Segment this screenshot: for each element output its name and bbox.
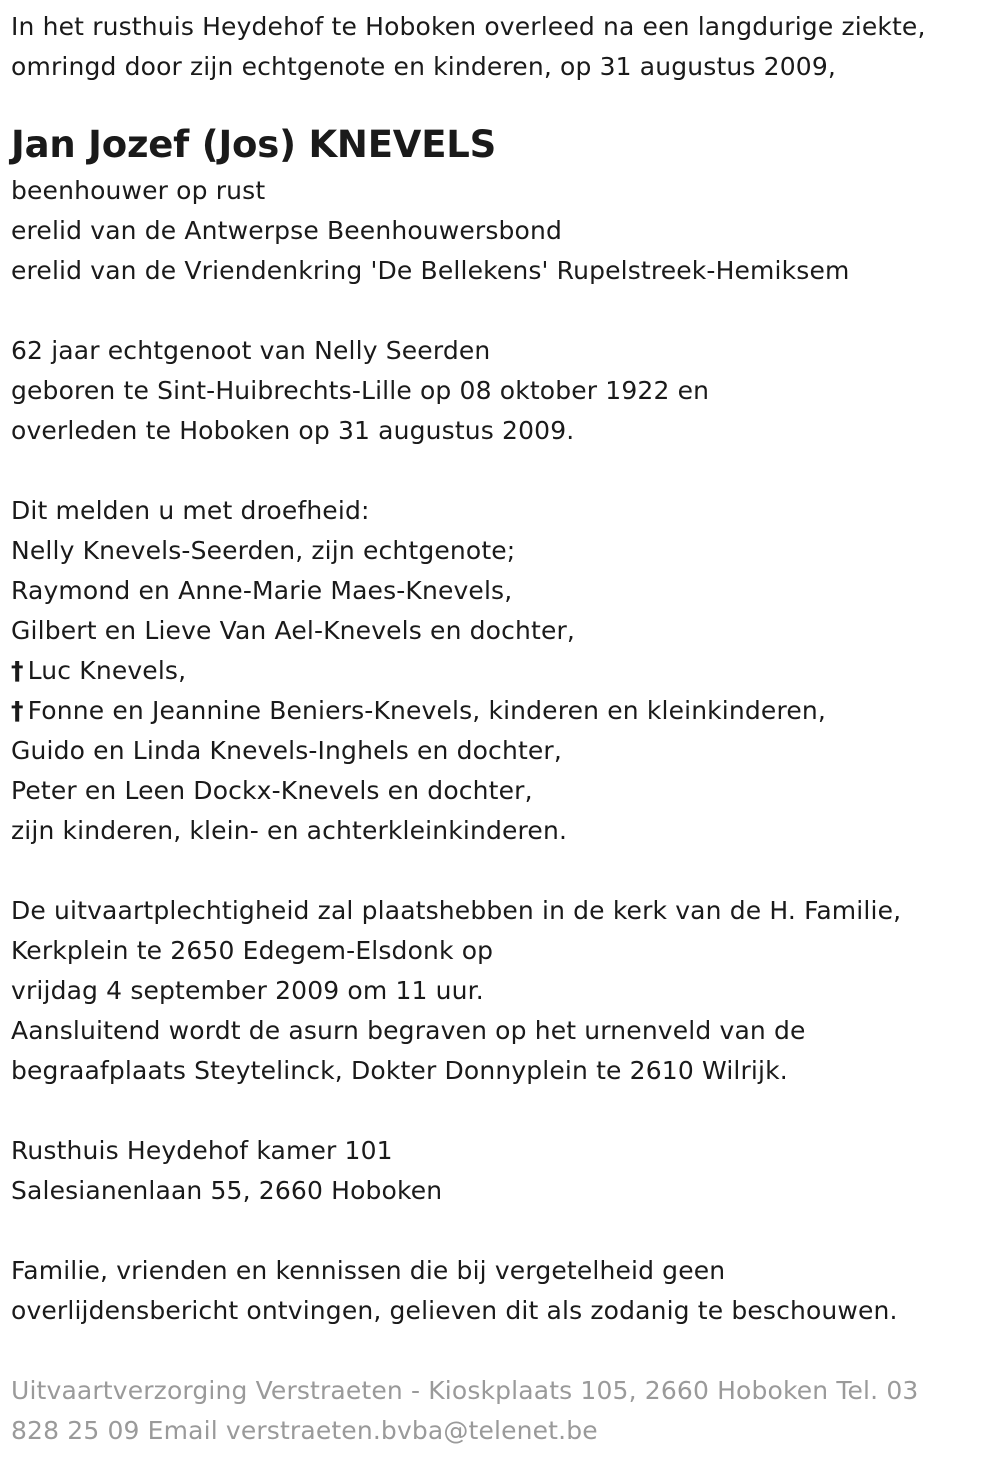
bio-line: geboren te Sint-Huibrechts-Lille op 08 oktober 1922 en <box>11 376 710 405</box>
mourner-line <box>11 731 1000 771</box>
notice-section <box>11 1251 1000 1331</box>
mourner-text: Peter en Leen Dockx-Knevels en dochter, <box>11 776 533 805</box>
mourner-line <box>11 771 1000 811</box>
mourner-text: Nelly Knevels-Seerden, zijn echtgenote; <box>11 536 516 565</box>
titles-section <box>11 171 1000 291</box>
address-line: Salesianenlaan 55, 2660 Hoboken <box>11 1176 443 1205</box>
funeral-line: Aansluitend wordt de asurn begraven op het urnenveld van de <box>11 1016 806 1045</box>
funeral-line: De uitvaartplechtigheid zal plaatshebben in de kerk van de H. Familie, <box>11 896 902 925</box>
funeral-line: vrijdag 4 september 2009 om 11 uur. <box>11 976 484 1005</box>
mourner-text: Fonne en Jeannine Beniers-Knevels, kinderen en kleinkinderen, <box>27 696 826 725</box>
mourner-text: Guido en Linda Knevels-Inghels en dochter, <box>11 736 562 765</box>
mourner-line <box>11 531 1000 571</box>
funeral-director-footer <box>11 1371 1000 1451</box>
mourner-line <box>11 651 1000 691</box>
mourners-section <box>11 491 1000 851</box>
spacer <box>11 1331 1000 1371</box>
spacer <box>11 851 1000 891</box>
funeral-section <box>11 891 1000 1091</box>
cross-icon: † <box>11 696 24 725</box>
mourner-text: Raymond en Anne-Marie Maes-Knevels, <box>11 576 513 605</box>
mourner-text: zijn kinderen, klein- en achterkleinkinderen. <box>11 816 568 845</box>
intro-line: omringd door zijn echtgenote en kinderen, op 31 augustus 2009, <box>11 52 836 81</box>
cross-icon: † <box>11 656 24 685</box>
deceased-name: Jan Jozef (Jos) KNEVELS <box>11 123 497 166</box>
title-line: erelid van de Vriendenkring 'De Bellekens' Rupelstreek-Hemiksem <box>11 256 850 285</box>
bio-section <box>11 331 1000 451</box>
footer-line: 828 25 09 Email verstraeten.bvba@telenet.be <box>11 1416 598 1445</box>
spacer <box>11 451 1000 491</box>
address-line: Rusthuis Heydehof kamer 101 <box>11 1136 393 1165</box>
spacer <box>11 1211 1000 1251</box>
spacer <box>11 1091 1000 1131</box>
mourners-heading: Dit melden u met droefheid: <box>11 496 370 525</box>
funeral-line: Kerkplein te 2650 Edegem-Elsdonk op <box>11 936 494 965</box>
mourner-line <box>11 611 1000 651</box>
bio-line: overleden te Hoboken op 31 augustus 2009. <box>11 416 575 445</box>
intro-section <box>11 7 1000 87</box>
mourner-line <box>11 571 1000 611</box>
mourner-text: Gilbert en Lieve Van Ael-Knevels en dochter, <box>11 616 576 645</box>
mourner-text: Luc Knevels, <box>27 656 187 685</box>
notice-line: Familie, vrienden en kennissen die bij vergetelheid geen <box>11 1256 726 1285</box>
bio-line: 62 jaar echtgenoot van Nelly Seerden <box>11 336 491 365</box>
intro-line: In het rusthuis Heydehof te Hoboken overleed na een langdurige ziekte, <box>11 12 926 41</box>
footer-line: Uitvaartverzorging Verstraeten - Kioskplaats 105, 2660 Hoboken Tel. 03 <box>11 1376 919 1405</box>
mourner-line <box>11 811 1000 851</box>
title-line: beenhouwer op rust <box>11 176 266 205</box>
address-section <box>11 1131 1000 1211</box>
title-line: erelid van de Antwerpse Beenhouwersbond <box>11 216 562 245</box>
mourner-line <box>11 691 1000 731</box>
notice-line: overlijdensbericht ontvingen, gelieven dit als zodanig te beschouwen. <box>11 1296 898 1325</box>
spacer <box>11 291 1000 331</box>
funeral-line: begraafplaats Steytelinck, Dokter Donnyplein te 2610 Wilrijk. <box>11 1056 788 1085</box>
